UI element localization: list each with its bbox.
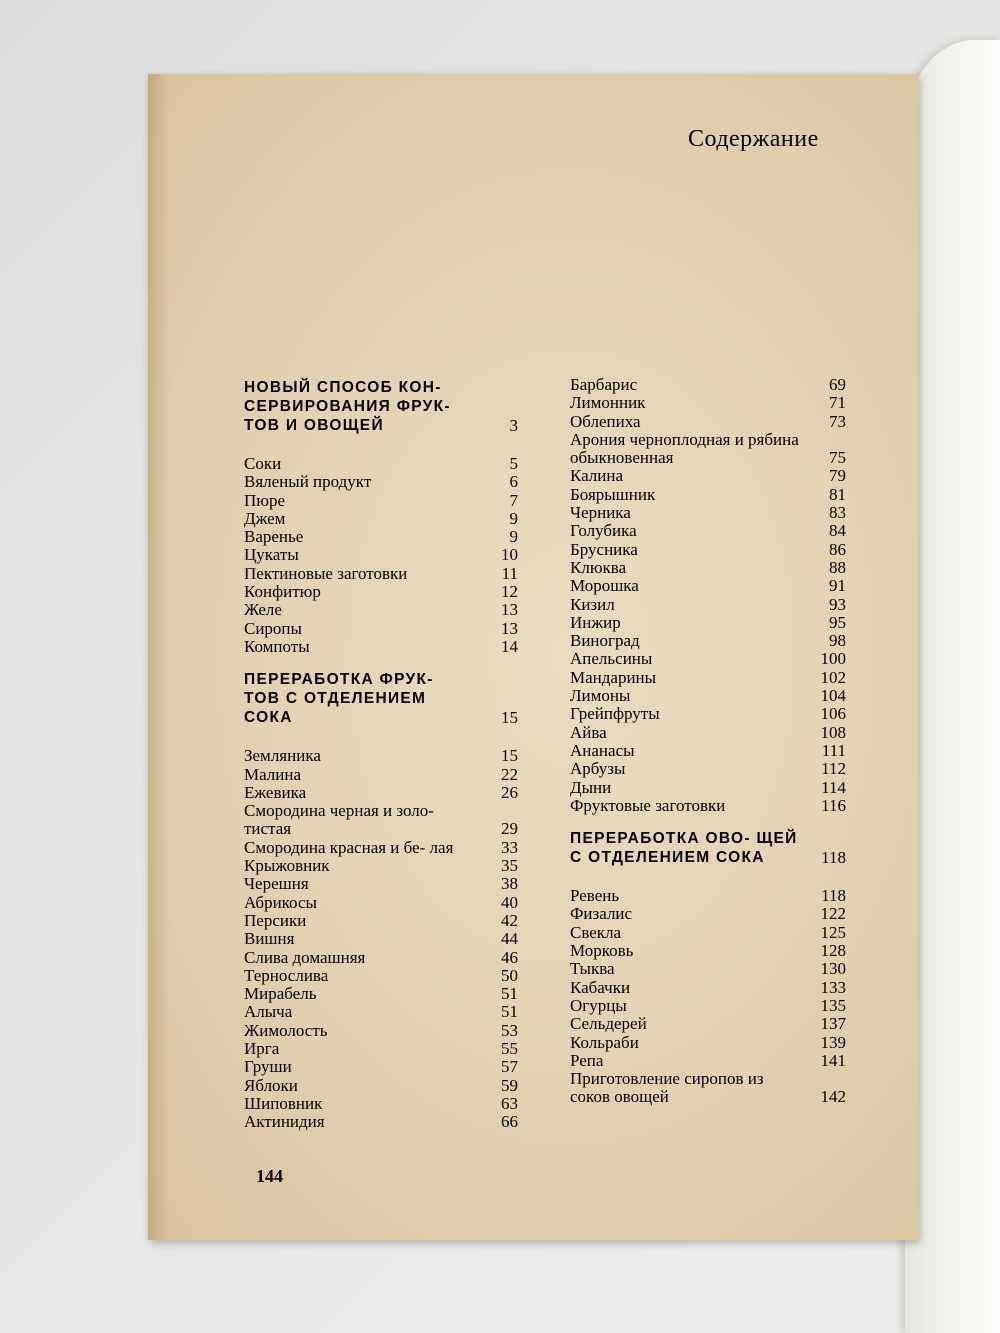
entry-page: 12 <box>501 582 518 602</box>
entry-page: 83 <box>829 503 846 523</box>
entry-title: Слива домашняя <box>244 947 366 967</box>
toc-entry <box>244 565 518 583</box>
entry-page: 108 <box>820 722 846 742</box>
entry-title: Вяленый продукт <box>244 472 372 492</box>
entry-page: 53 <box>501 1020 518 1040</box>
toc-entry <box>244 839 518 857</box>
entry-title: Приготовление сиропов из соков овощей <box>570 1069 764 1107</box>
toc-entry <box>570 979 846 997</box>
toc-entry <box>570 1034 846 1052</box>
entry-title: Лимонник <box>570 393 646 413</box>
toc-entry <box>570 614 846 632</box>
toc-entry <box>570 742 846 760</box>
entry-page: 9 <box>509 527 518 547</box>
entry-page: 91 <box>829 576 846 596</box>
entry-page: 55 <box>501 1039 518 1059</box>
entry-title: Арбузы <box>570 759 626 779</box>
entry-title: Вишня <box>244 929 295 949</box>
entry-title: Черешня <box>244 874 309 894</box>
entry-page: 66 <box>501 1112 518 1132</box>
toc-entry <box>570 504 846 522</box>
toc-entry <box>570 632 846 650</box>
toc-list <box>570 887 846 1107</box>
toc-entry <box>570 486 846 504</box>
toc-entry <box>244 930 518 948</box>
toc-entry <box>244 1058 518 1076</box>
toc-entry <box>244 875 518 893</box>
toc-list <box>244 747 518 1131</box>
entry-page: 139 <box>820 1032 846 1052</box>
entry-title: Пюре <box>244 490 286 510</box>
toc-entry <box>244 1077 518 1095</box>
entry-page: 106 <box>820 704 846 724</box>
entry-title: Айва <box>570 722 607 742</box>
entry-title: Соки <box>244 454 282 473</box>
toc-entry <box>570 669 846 687</box>
entry-title: Физалис <box>570 904 633 924</box>
toc-entry <box>570 1052 846 1070</box>
entry-title: Компоты <box>244 636 310 656</box>
entry-title: Лимоны <box>570 686 631 706</box>
toc-entry <box>244 583 518 601</box>
toc-entry <box>244 766 518 784</box>
toc-entry <box>244 784 518 802</box>
entry-page: 81 <box>829 484 846 504</box>
entry-title: Кабачки <box>570 977 631 997</box>
toc-entry <box>244 985 518 1003</box>
entry-page: 137 <box>820 1014 846 1034</box>
entry-title: Мирабель <box>244 984 317 1004</box>
entry-page: 93 <box>829 594 846 614</box>
entry-title: Кизил <box>570 594 615 614</box>
entry-title: Актинидия <box>244 1112 325 1132</box>
toc-entry <box>244 1003 518 1021</box>
entry-page: 50 <box>501 965 518 985</box>
entry-title: Голубика <box>570 521 637 541</box>
entry-page: 38 <box>501 874 518 894</box>
entry-title: Алыча <box>244 1002 293 1022</box>
entry-page: 59 <box>501 1075 518 1095</box>
entry-page: 57 <box>501 1057 518 1077</box>
next-page-edge <box>905 40 1000 1333</box>
entry-page: 102 <box>820 667 846 687</box>
entry-title: Пектиновые заготовки <box>244 563 408 583</box>
entry-title: Ежевика <box>244 782 307 802</box>
entry-title: Абрикосы <box>244 892 317 912</box>
toc-column-left <box>244 378 518 1132</box>
section-heading <box>244 378 518 435</box>
entry-page: 46 <box>501 947 518 967</box>
toc-entry <box>570 394 846 412</box>
entry-page: 44 <box>501 929 518 949</box>
entry-page: 13 <box>501 618 518 638</box>
entry-page: 69 <box>829 375 846 394</box>
entry-title: Инжир <box>570 612 621 632</box>
toc-entry <box>244 510 518 528</box>
entry-title: Кольраби <box>570 1032 639 1052</box>
entry-title: Груши <box>244 1057 292 1077</box>
entry-title: Цукаты <box>244 545 299 565</box>
entry-title: Дыни <box>570 777 612 797</box>
toc-entry <box>244 949 518 967</box>
entry-page: 35 <box>501 856 518 876</box>
toc-entry <box>570 942 846 960</box>
entry-title: Грейпфруты <box>570 704 660 724</box>
entry-title: Малина <box>244 764 302 784</box>
entry-title: Персики <box>244 910 307 930</box>
page-number: 144 <box>256 1166 283 1186</box>
toc-entry <box>570 905 846 923</box>
entry-title: Огурцы <box>570 995 627 1015</box>
entry-title: Варенье <box>244 527 304 547</box>
toc-entry <box>244 620 518 638</box>
toc-entry <box>244 473 518 491</box>
toc-column-right <box>570 376 846 1107</box>
entry-page: 104 <box>820 686 846 706</box>
toc-entry <box>244 546 518 564</box>
toc-entry <box>244 747 518 765</box>
entry-title: Ананасы <box>570 740 635 760</box>
entry-title: Брусника <box>570 539 638 559</box>
entry-title: Сиропы <box>244 618 302 638</box>
entry-page: 10 <box>501 545 518 565</box>
entry-page: 111 <box>821 740 846 760</box>
toc-entry <box>244 638 518 656</box>
toc-entry <box>244 894 518 912</box>
entry-page: 33 <box>501 837 518 857</box>
toc-entry <box>570 687 846 705</box>
toc-entry <box>244 1095 518 1113</box>
entry-page: 133 <box>820 977 846 997</box>
section-page: 15 <box>501 707 518 727</box>
entry-title: Желе <box>244 600 282 620</box>
toc-entry <box>570 596 846 614</box>
toc-entry <box>570 760 846 778</box>
toc-entry <box>570 724 846 742</box>
toc-entry <box>570 559 846 577</box>
page-title: Содержание <box>688 126 819 152</box>
entry-page: 29 <box>501 819 518 839</box>
toc-entry <box>570 577 846 595</box>
toc-entry <box>244 601 518 619</box>
entry-page: 5 <box>509 454 518 473</box>
entry-page: 73 <box>829 411 846 431</box>
entry-title: Клюква <box>570 557 627 577</box>
entry-page: 6 <box>509 472 518 492</box>
entry-title: Репа <box>570 1050 604 1070</box>
entry-page: 112 <box>821 759 846 779</box>
entry-page: 9 <box>509 508 518 528</box>
toc-entry <box>570 541 846 559</box>
toc-entry <box>570 1070 846 1107</box>
toc-entry <box>244 528 518 546</box>
entry-page: 88 <box>829 557 846 577</box>
section-page: 3 <box>509 415 518 435</box>
entry-title: Облепиха <box>570 411 641 431</box>
section-heading <box>570 829 846 867</box>
entry-page: 141 <box>820 1050 846 1070</box>
entry-title: Мандарины <box>570 667 657 687</box>
toc-list <box>244 455 518 656</box>
entry-title: Ирга <box>244 1039 280 1059</box>
toc-entry <box>570 960 846 978</box>
entry-title: Смородина красная и бе- лая <box>244 837 454 857</box>
entry-page: 122 <box>820 904 846 924</box>
toc-entry <box>570 522 846 540</box>
entry-title: Апельсины <box>570 649 653 669</box>
entry-page: 42 <box>501 910 518 930</box>
entry-page: 128 <box>820 941 846 961</box>
toc-entry <box>570 887 846 905</box>
entry-title: Шиповник <box>244 1093 323 1113</box>
toc-entry <box>244 492 518 510</box>
entry-title: Свекла <box>570 922 622 942</box>
entry-page: 86 <box>829 539 846 559</box>
entry-title: Калина <box>570 466 624 486</box>
toc-entry <box>244 857 518 875</box>
toc-entry <box>570 997 846 1015</box>
entry-page: 51 <box>501 984 518 1004</box>
entry-title: Морковь <box>570 941 634 961</box>
entry-page: 26 <box>501 782 518 802</box>
toc-entry <box>570 650 846 668</box>
section-title: ПЕРЕРАБОТКА ОВО- ЩЕЙ С ОТДЕЛЕНИЕМ СОКА <box>570 830 798 867</box>
toc-list <box>570 376 846 815</box>
entry-title: Сельдерей <box>570 1014 647 1034</box>
toc-entry <box>244 1022 518 1040</box>
toc-entry <box>570 1015 846 1033</box>
entry-page: 13 <box>501 600 518 620</box>
entry-title: Яблоки <box>244 1075 298 1095</box>
toc-entry <box>244 912 518 930</box>
entry-page: 114 <box>821 777 846 797</box>
entry-title: Смородина черная и золо- тистая <box>244 801 434 839</box>
entry-title: Крыжовник <box>244 856 330 876</box>
entry-page: 14 <box>501 636 518 656</box>
entry-page: 142 <box>820 1087 846 1107</box>
entry-page: 11 <box>501 563 518 583</box>
entry-page: 51 <box>501 1002 518 1022</box>
entry-title: Боярышник <box>570 484 656 504</box>
entry-page: 71 <box>829 393 846 413</box>
entry-page: 79 <box>829 466 846 486</box>
toc-entry <box>570 924 846 942</box>
toc-entry <box>570 376 846 394</box>
toc-entry <box>570 467 846 485</box>
section-heading <box>244 670 518 727</box>
toc-entry <box>570 705 846 723</box>
toc-entry <box>244 802 518 839</box>
toc-entry <box>570 413 846 431</box>
entry-title: Черника <box>570 503 631 523</box>
entry-title: Жимолость <box>244 1020 328 1040</box>
toc-entry <box>244 1040 518 1058</box>
toc-entry <box>570 779 846 797</box>
entry-title: Фруктовые заготовки <box>570 795 726 815</box>
entry-title: Барбарис <box>570 375 638 394</box>
toc-entry <box>570 431 846 468</box>
entry-page: 130 <box>820 959 846 979</box>
entry-title: Тыква <box>570 959 615 979</box>
entry-page: 22 <box>501 764 518 784</box>
entry-title: Джем <box>244 508 286 528</box>
section-title: ПЕРЕРАБОТКА ФРУК- ТОВ С ОТДЕЛЕНИЕМ СОКА <box>244 671 434 727</box>
entry-title: Арония черноплодная и рябина обыкновенная <box>570 429 799 468</box>
section-title: НОВЫЙ СПОСОБ КОН- СЕРВИРОВАНИЯ ФРУК- ТОВ И ОВОЩЕЙ <box>244 379 451 434</box>
entry-page: 135 <box>820 995 846 1015</box>
entry-page: 95 <box>829 612 846 632</box>
entry-page: 15 <box>501 746 518 766</box>
toc-entry <box>570 797 846 815</box>
entry-page: 40 <box>501 892 518 912</box>
entry-title: Тернослива <box>244 965 329 985</box>
toc-entry <box>244 455 518 473</box>
toc-entry <box>244 967 518 985</box>
entry-title: Земляника <box>244 746 321 766</box>
entry-title: Ревень <box>570 886 620 906</box>
section-page: 118 <box>821 847 846 867</box>
entry-page: 116 <box>821 795 846 815</box>
entry-page: 118 <box>821 886 846 906</box>
entry-title: Конфитюр <box>244 582 321 602</box>
toc-entry <box>244 1113 518 1131</box>
entry-page: 7 <box>509 490 518 510</box>
entry-page: 125 <box>820 922 846 942</box>
entry-title: Виноград <box>570 631 640 651</box>
entry-title: Морошка <box>570 576 639 596</box>
entry-page: 84 <box>829 521 846 541</box>
entry-page: 75 <box>829 448 846 468</box>
entry-page: 98 <box>829 631 846 651</box>
entry-page: 63 <box>501 1093 518 1113</box>
entry-page: 100 <box>820 649 846 669</box>
